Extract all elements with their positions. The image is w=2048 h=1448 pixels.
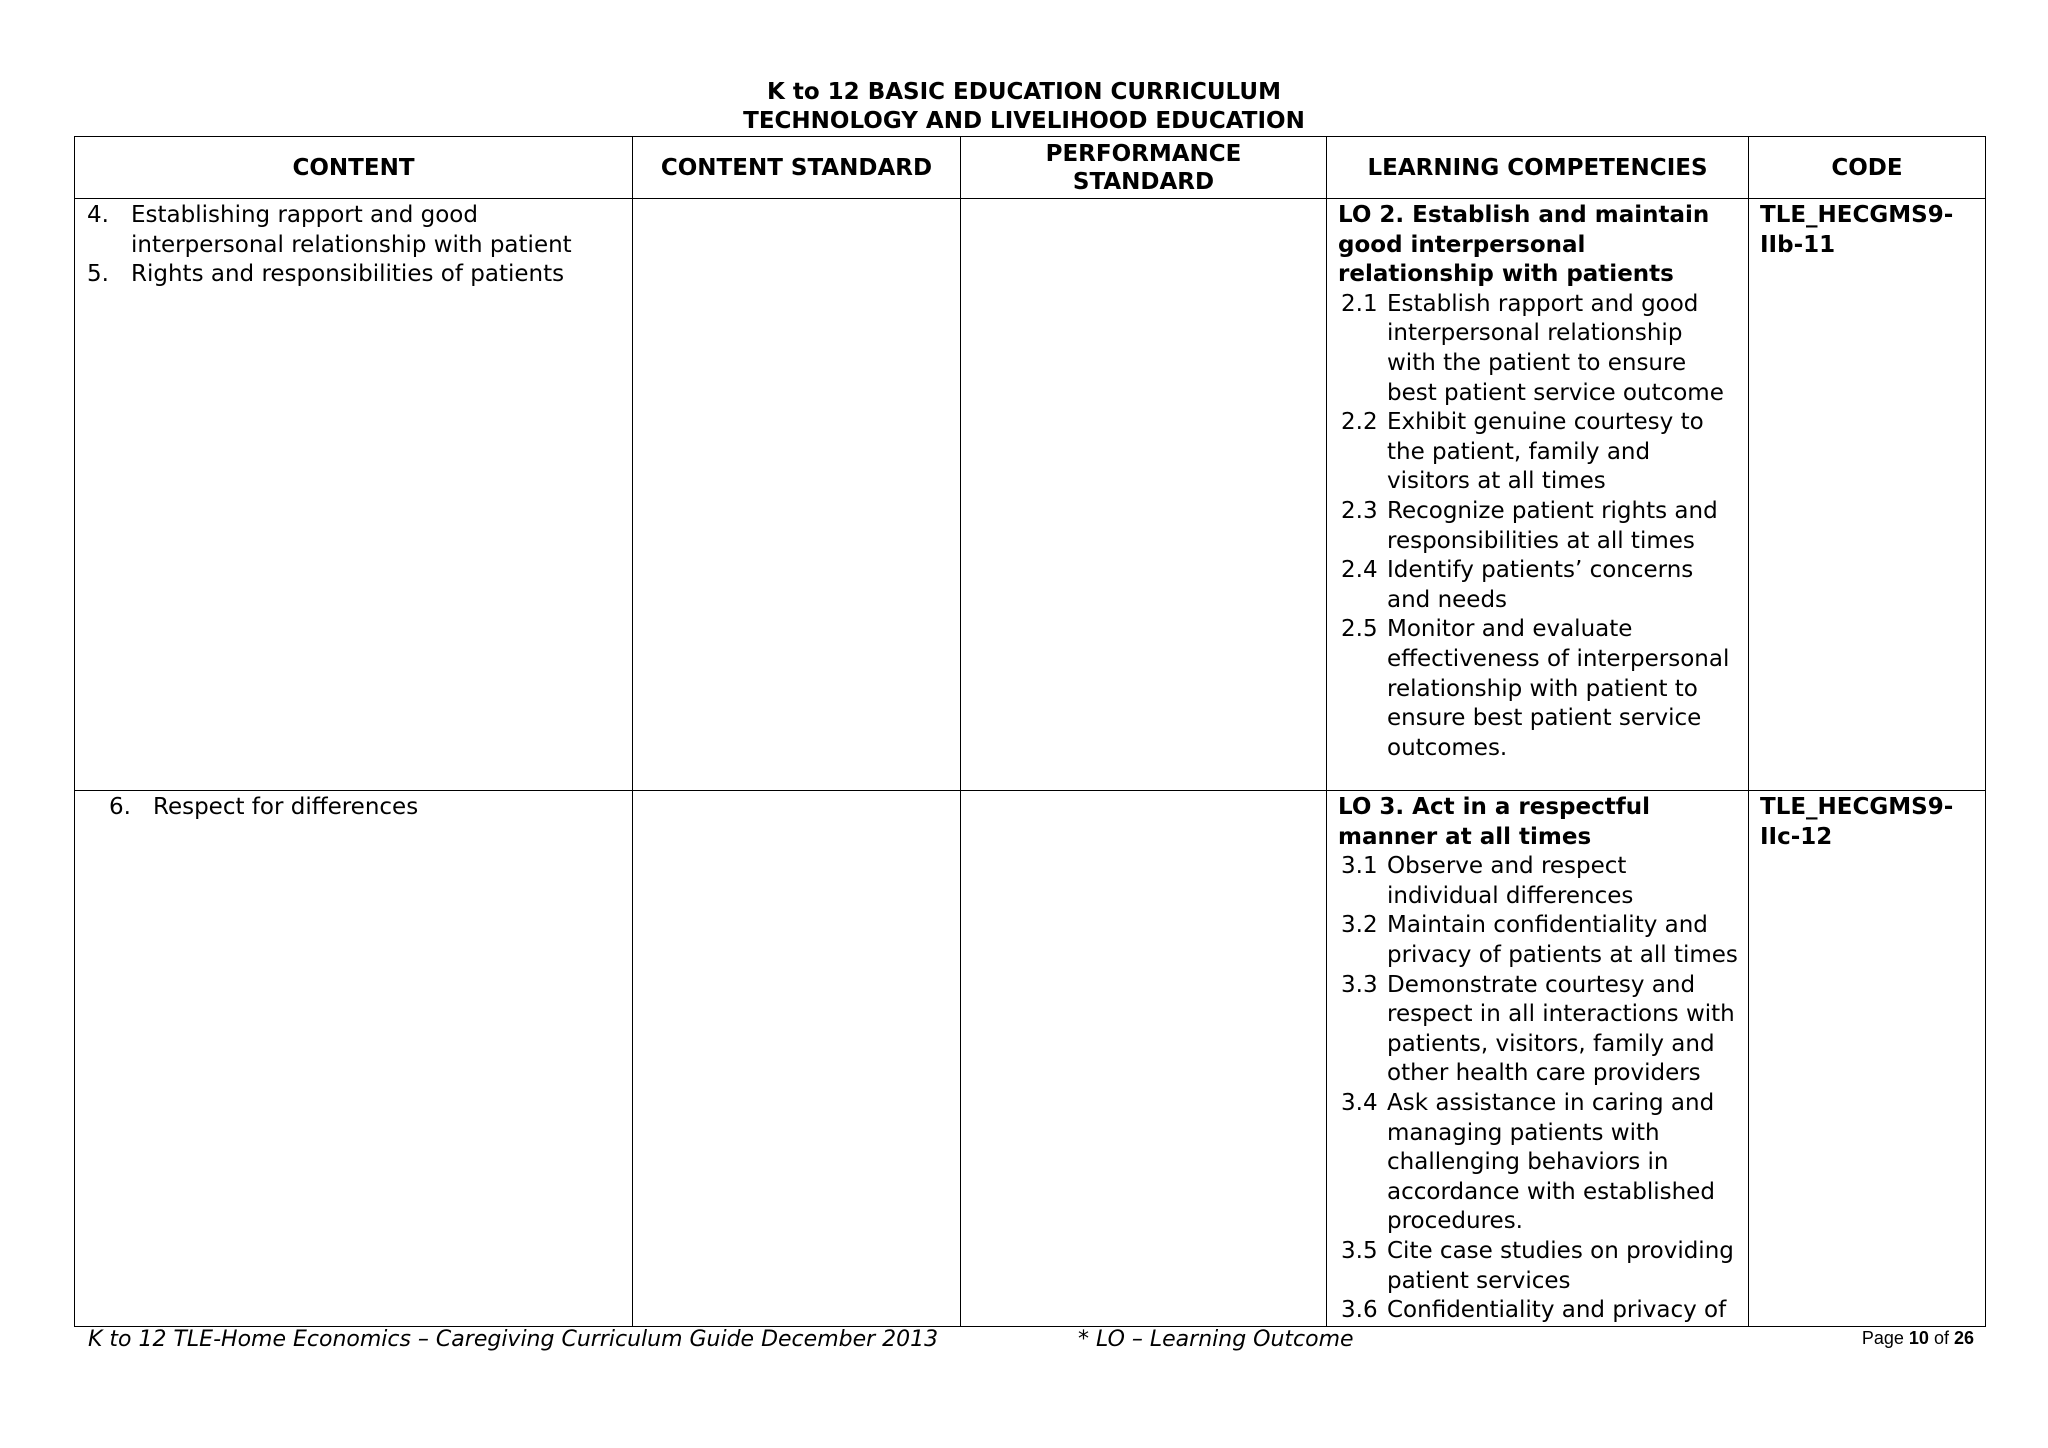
competency-item: [1338, 497, 1738, 556]
learning-competencies-cell: [1327, 199, 1749, 791]
competency-item: [1338, 911, 1738, 970]
curriculum-table: [74, 136, 1986, 1327]
learning-outcome-title: LO 3. Act in a respectful manner at all times: [1338, 794, 1650, 850]
content-standard-cell: [633, 791, 961, 1327]
competency-text: Establish rapport and good interpersonal relationship with the patient to ensure best patient service outcome: [1387, 290, 1724, 406]
competency-text: Demonstrate courtesy and respect in all interactions with patients, visitors, family and other health care providers: [1387, 971, 1735, 1087]
competency-number: 2.3: [1341, 497, 1378, 524]
competency-number: 3.6: [1341, 1297, 1378, 1324]
content-list: [87, 201, 622, 290]
content-cell: [75, 199, 633, 791]
content-item-number: 6.: [109, 794, 131, 820]
content-item-number: 4.: [87, 202, 109, 228]
learning-competencies-cell: [1327, 791, 1749, 1327]
competency-text: Exhibit genuine courtesy to the patient, family and visitors at all times: [1387, 409, 1704, 495]
competency-number: 3.4: [1341, 1089, 1378, 1116]
footer-document-title: K to 12 TLE-Home Economics – Caregiving Curriculum Guide December 2013: [88, 1327, 939, 1352]
competency-text: Identify patients’ concerns and needs: [1387, 557, 1694, 613]
content-item-text: Respect for differences: [153, 794, 419, 820]
competency-item: [1338, 1237, 1738, 1296]
content-item: [109, 793, 622, 823]
column-header-content-standard: CONTENT STANDARD: [633, 137, 961, 199]
competency-text: Observe and respect individual differences: [1387, 853, 1634, 909]
competency-text: Confidentiality and privacy of: [1387, 1297, 1727, 1324]
column-header-code: CODE: [1749, 137, 1986, 199]
performance-standard-cell: [961, 791, 1327, 1327]
competency-number: 3.5: [1341, 1237, 1378, 1264]
competency-item: [1338, 852, 1738, 911]
performance-standard-cell: [961, 199, 1327, 791]
competency-item: [1338, 556, 1738, 615]
page-label: Page: [1861, 1328, 1904, 1348]
content-list: [87, 793, 622, 823]
competency-item: [1338, 408, 1738, 497]
content-item-text: Rights and responsibilities of patients: [131, 261, 565, 288]
page-number: [1862, 1328, 1974, 1349]
competency-number: 2.5: [1341, 616, 1378, 643]
competency-item: [1338, 615, 1738, 763]
footer-lo-legend: * LO – Learning Outcome: [1078, 1327, 1354, 1352]
competency-text: Recognize patient rights and responsibilities at all times: [1387, 497, 1718, 554]
competency-item: [1338, 1089, 1738, 1237]
competency-number: 2.4: [1341, 557, 1378, 584]
competency-item: [1338, 971, 1738, 1089]
competency-number: 3.1: [1341, 853, 1378, 880]
competency-text: Monitor and evaluate effectiveness of interpersonal relationship with patient to ensure best patient service outcomes.: [1387, 616, 1730, 761]
learning-outcome-title: LO 2. Establish and maintain good interpersonal relationship with patients: [1338, 202, 1710, 288]
document-subtitle: TECHNOLOGY AND LIVELIHOOD EDUCATION: [743, 108, 1305, 134]
content-item-number: 5.: [87, 261, 109, 288]
content-cell: [75, 791, 633, 1327]
competency-text: Ask assistance in caring and managing patients with challenging behaviors in accordance with established procedures.: [1387, 1089, 1715, 1235]
code-cell: [1749, 199, 1986, 791]
column-header-content: CONTENT: [75, 137, 633, 199]
table-row: [75, 199, 1986, 791]
page-current: 10: [1908, 1328, 1929, 1348]
competency-code: TLE_HECGMS9-IIb-11: [1760, 202, 1954, 258]
page-total: 26: [1953, 1328, 1974, 1348]
table-header-row: [75, 137, 1986, 199]
document-title: K to 12 BASIC EDUCATION CURRICULUM: [767, 79, 1281, 105]
code-cell: [1749, 791, 1986, 1327]
competency-code: TLE_HECGMS9-IIc-12: [1760, 794, 1954, 850]
page-of-label: of: [1933, 1328, 1949, 1348]
competency-number: 3.2: [1341, 912, 1378, 939]
content-standard-cell: [633, 199, 961, 791]
column-header-performance-standard: PERFORMANCE STANDARD: [961, 137, 1327, 199]
content-item: [87, 260, 622, 290]
competency-number: 3.3: [1341, 971, 1378, 998]
column-header-learning-competencies: LEARNING COMPETENCIES: [1327, 137, 1749, 199]
competency-text: Maintain confidentiality and privacy of patients at all times: [1387, 912, 1738, 968]
table-row: [75, 791, 1986, 1327]
competency-number: 2.1: [1341, 290, 1378, 317]
content-item-text: Establishing rapport and good interpersonal relationship with patient: [131, 202, 572, 258]
competency-number: 2.2: [1341, 409, 1378, 436]
competency-text: Cite case studies on providing patient services: [1387, 1237, 1734, 1294]
content-item: [87, 201, 622, 260]
competency-item: [1338, 1296, 1738, 1326]
competency-item: [1338, 290, 1738, 408]
